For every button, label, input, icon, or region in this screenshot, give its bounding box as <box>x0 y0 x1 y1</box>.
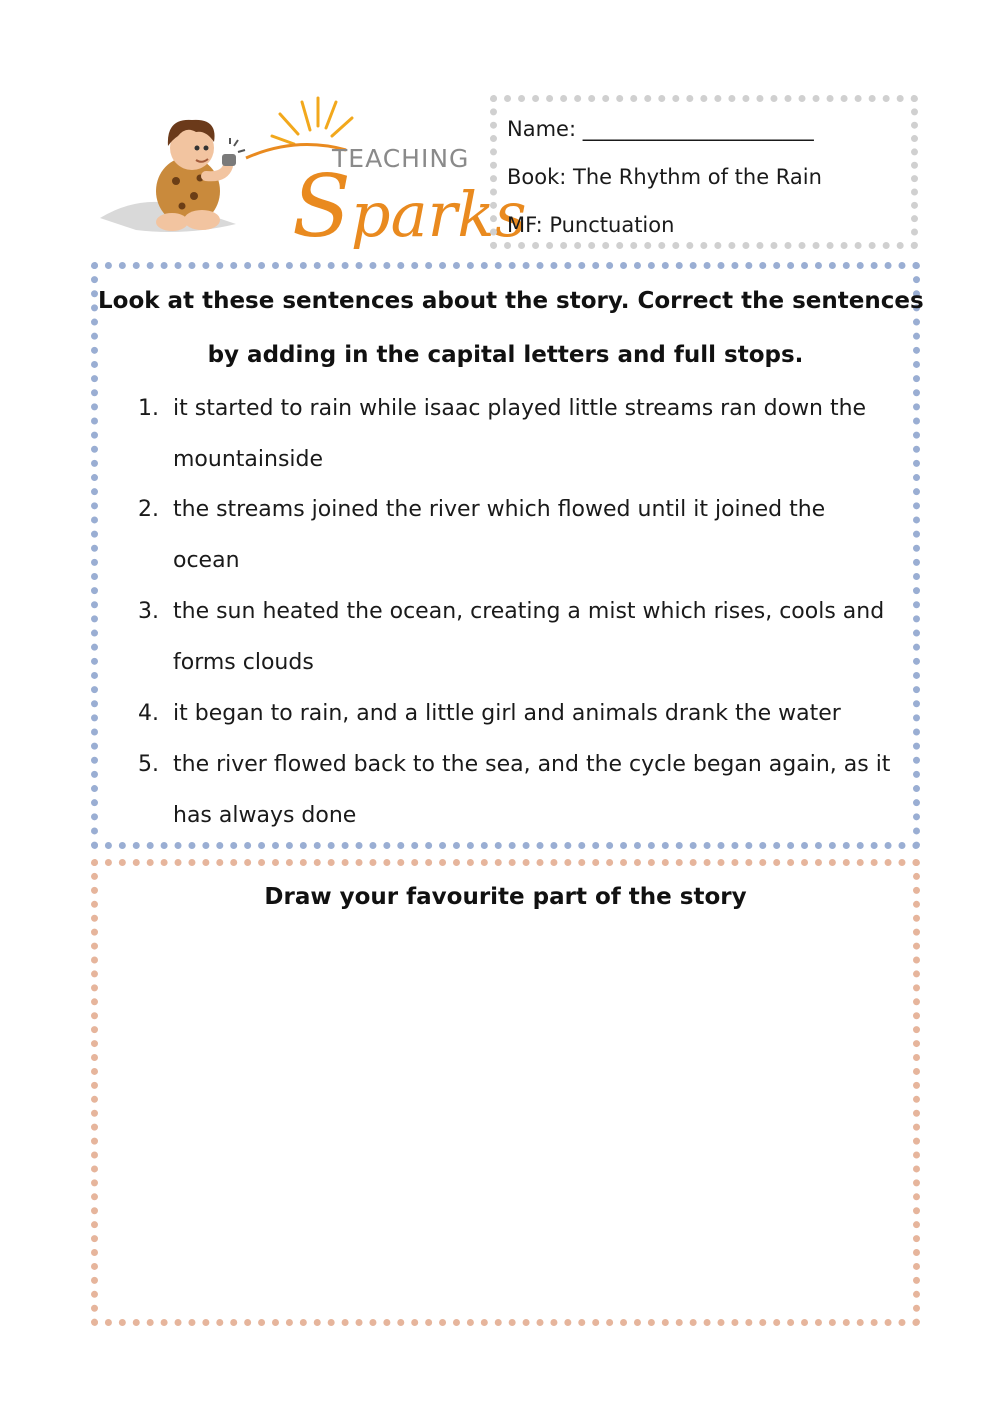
book-line: Book: The Rhythm of the Rain <box>507 165 822 189</box>
drawing-box-title: Draw your favourite part of the story <box>264 884 747 910</box>
list-item-text: forms clouds <box>173 650 314 675</box>
list-item-text: the river flowed back to the sea, and the cycle began again, as it <box>173 752 891 777</box>
list-item-number: 3. <box>138 599 159 624</box>
student-info-box <box>490 95 918 249</box>
list-item-number: 2. <box>138 497 159 522</box>
punctuation-task-box <box>91 262 924 849</box>
task-instruction-line-2: by adding in the capital letters and full stops. <box>207 342 804 368</box>
list-item-text: has always done <box>173 803 357 828</box>
list-item-text: ocean <box>173 548 240 573</box>
list-item-number: 1. <box>138 396 159 421</box>
name-line[interactable]: Name: ______________________ <box>507 117 814 141</box>
drawing-box <box>91 859 920 1326</box>
list-item-number: 4. <box>138 701 159 726</box>
list-item-text: mountainside <box>173 447 324 472</box>
logo-text-sparks-rest: parks <box>350 178 527 251</box>
logo-text-sparks-cap: S <box>292 157 351 257</box>
logo-text-teaching: TEACHING <box>332 144 470 173</box>
list-item-text: it began to rain, and a little girl and animals drank the water <box>173 701 841 726</box>
task-instruction-line-1: Look at these sentences about the story. Correct the sentences <box>98 288 924 314</box>
list-item-text: the sun heated the ocean, creating a mist which rises, cools and <box>173 599 885 624</box>
list-item-text: the streams joined the river which flowed until it joined the <box>173 497 826 522</box>
list-item-text: it started to rain while isaac played little streams ran down the <box>173 396 867 421</box>
list-item-number: 5. <box>138 752 159 777</box>
teaching-sparks-logo <box>96 96 527 257</box>
mf-line: MF: Punctuation <box>507 213 675 237</box>
drawing-area[interactable] <box>108 930 903 1310</box>
